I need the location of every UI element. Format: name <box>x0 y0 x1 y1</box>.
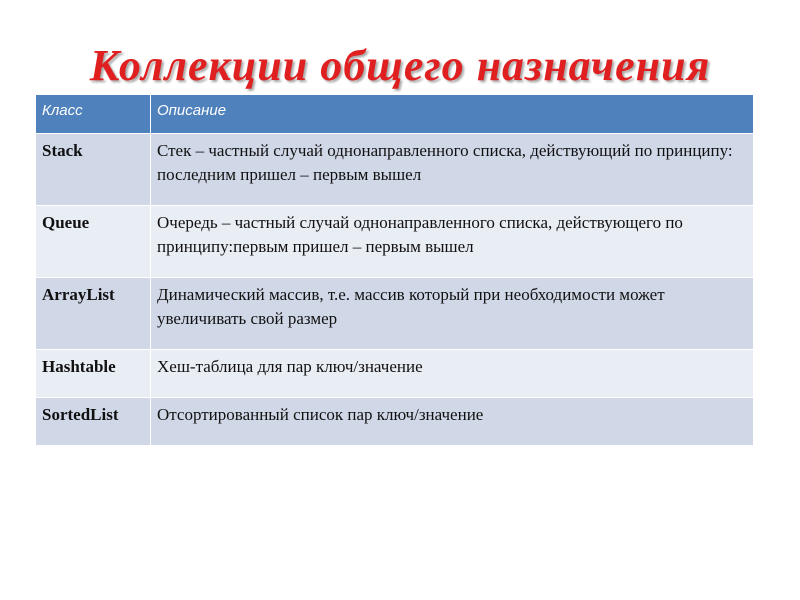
header-class: Класс <box>36 95 151 134</box>
table-row <box>36 134 754 206</box>
collections-table <box>35 94 754 446</box>
class-cell: ArrayList <box>36 278 151 350</box>
description-cell: Очередь – частный случай однонаправленного списка, действующего по принципу:первым пришел – первым вышел <box>151 206 754 278</box>
header-description: Описание <box>151 95 754 134</box>
description-cell: Отсортированный список пар ключ/значение <box>151 398 754 446</box>
class-cell: Stack <box>36 134 151 206</box>
description-cell: Динамический массив, т.е. массив который при необходимости может увеличивать свой размер <box>151 278 754 350</box>
class-cell: Hashtable <box>36 350 151 398</box>
table-row <box>36 278 754 350</box>
class-cell: SortedList <box>36 398 151 446</box>
description-cell: Хеш-таблица для пар ключ/значение <box>151 350 754 398</box>
table-row <box>36 350 754 398</box>
table-row <box>36 206 754 278</box>
slide-title: Коллекции общего назначения <box>89 41 711 90</box>
class-cell: Queue <box>36 206 151 278</box>
table-header-row <box>36 95 754 134</box>
table-row <box>36 398 754 446</box>
description-cell: Стек – частный случай однонаправленного списка, действующий по принципу: последним пришел – первым вышел <box>151 134 754 206</box>
